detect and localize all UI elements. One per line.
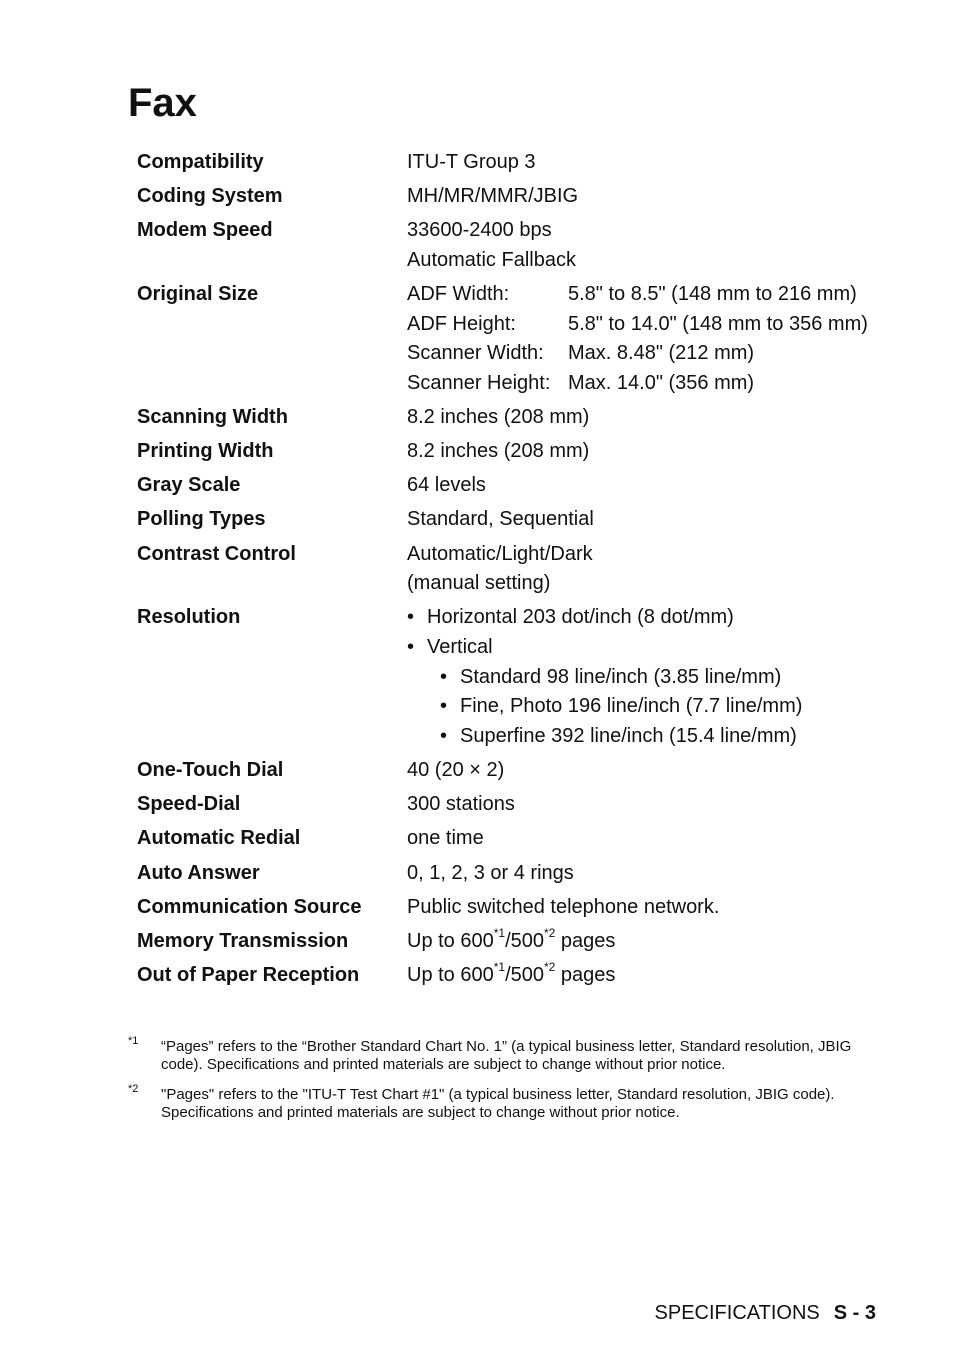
spec-value-line: 33600-2400 bps <box>407 219 552 242</box>
spec-row <box>137 148 897 178</box>
spec-label: Coding System <box>137 185 283 208</box>
spec-row <box>137 824 897 854</box>
spec-value-line: 300 stations <box>407 793 515 816</box>
spec-pair-key: Scanner Height: <box>407 372 551 395</box>
spec-row <box>137 961 897 991</box>
spec-value-line: 8.2 inches (208 mm) <box>407 440 590 463</box>
bullet-item <box>407 692 897 722</box>
spec-value-line: 8.2 inches (208 mm) <box>407 406 590 429</box>
footnote-ref: *2 <box>544 960 556 975</box>
spec-value <box>407 927 897 957</box>
spec-value-text: /500 <box>505 963 545 986</box>
bullet-text: Horizontal 203 dot/inch (8 dot/mm) <box>427 606 734 629</box>
spec-value <box>407 893 897 923</box>
spec-label: Resolution <box>137 606 241 629</box>
spec-label: Memory Transmission <box>137 929 349 952</box>
spec-value <box>407 505 897 535</box>
spec-value <box>407 824 897 854</box>
spec-row <box>137 216 897 275</box>
bullet-item <box>407 633 897 663</box>
footnote-text: “Pages” refers to the “Brother Standard Chart No. 1” (a typical business letter, Standard resolution, JBIG code). Specifications and printed materials are subject to change without prior notice. <box>161 1038 852 1073</box>
spec-pair <box>407 339 897 369</box>
spec-pair-key: ADF Width: <box>407 282 510 305</box>
spec-label: Communication Source <box>137 895 362 918</box>
spec-value-line: MH/MR/MMR/JBIG <box>407 185 579 208</box>
page-footer <box>655 1300 876 1326</box>
spec-label: Contrast Control <box>137 542 296 565</box>
spec-value <box>407 961 897 991</box>
spec-row <box>137 859 897 889</box>
bullet-text: Standard 98 line/inch (3.85 line/mm) <box>460 665 782 688</box>
spec-label: Printing Width <box>137 440 274 463</box>
spec-value-text: pages <box>555 929 616 952</box>
spec-row <box>137 756 897 786</box>
spec-row <box>137 403 897 433</box>
spec-value <box>407 182 897 212</box>
spec-row <box>137 182 897 212</box>
spec-value <box>407 540 897 599</box>
spec-pair <box>407 310 897 340</box>
spec-row <box>137 505 897 535</box>
spec-value-text: pages <box>555 963 616 986</box>
footnote-mark: *2 <box>128 1083 139 1095</box>
spec-value-line: Automatic Fallback <box>407 248 576 271</box>
bullet-dot-icon: • <box>440 665 448 688</box>
bullet-item <box>407 722 897 752</box>
spec-value <box>407 756 897 786</box>
spec-table <box>137 148 897 995</box>
spec-row <box>137 540 897 599</box>
spec-pair-value: 5.8" to 8.5" (148 mm to 216 mm) <box>568 282 857 305</box>
spec-label: Out of Paper Reception <box>137 963 360 986</box>
spec-value-line: 64 levels <box>407 474 486 497</box>
spec-value-line: Public switched telephone network. <box>407 895 720 918</box>
spec-value-line: Automatic/Light/Dark <box>407 542 593 565</box>
spec-value <box>407 790 897 820</box>
spec-value-text: Up to 600 <box>407 963 494 986</box>
spec-value <box>407 148 897 178</box>
footnote-text: "Pages" refers to the "ITU-T Test Chart #1" (a typical business letter, Standard resolution, JBIG code). Specifications and printed materials are subject to change without prior notice. <box>161 1086 835 1121</box>
bullet-dot-icon: • <box>440 725 448 748</box>
spec-label: Compatibility <box>137 151 264 173</box>
bullet-dot-icon: • <box>407 606 415 629</box>
footnote-ref: *2 <box>544 926 556 941</box>
spec-label: Speed-Dial <box>137 793 241 816</box>
spec-value-line: one time <box>407 827 484 850</box>
spec-value <box>407 403 897 433</box>
footnote-mark: *1 <box>128 1035 139 1047</box>
spec-row <box>137 790 897 820</box>
spec-label: One-Touch Dial <box>137 759 284 782</box>
bullet-text: Vertical <box>427 636 493 659</box>
spec-row <box>137 893 897 923</box>
footer-section: SPECIFICATIONS <box>654 1302 820 1324</box>
spec-label: Automatic Redial <box>137 827 301 850</box>
footnotes <box>128 1035 888 1134</box>
spec-value-text: /500 <box>505 929 545 952</box>
bullet-text: Fine, Photo 196 line/inch (7.7 line/mm) <box>460 695 803 718</box>
spec-label: Scanning Width <box>137 406 288 429</box>
bullet-item <box>407 663 897 693</box>
spec-value <box>407 437 897 467</box>
spec-pair <box>407 280 897 310</box>
footnote <box>128 1035 888 1074</box>
spec-row <box>137 603 897 752</box>
bullet-dot-icon: • <box>407 636 415 659</box>
footnote-ref: *1 <box>493 926 506 941</box>
footnote-ref: *1 <box>493 960 506 975</box>
bullet-text: Superfine 392 line/inch (15.4 line/mm) <box>460 725 797 748</box>
bullet-dot-icon: • <box>440 695 448 718</box>
spec-value-line <box>407 961 897 991</box>
spec-value-text: Up to 600 <box>407 929 494 952</box>
bullet-item <box>407 603 897 633</box>
spec-label: Gray Scale <box>137 474 241 497</box>
footnote <box>128 1083 888 1122</box>
spec-pair-key: Scanner Width: <box>407 342 544 365</box>
spec-row <box>137 437 897 467</box>
spec-pair <box>407 369 897 399</box>
spec-value-line: 40 (20 × 2) <box>407 759 505 782</box>
spec-row <box>137 280 897 399</box>
spec-value-line <box>407 927 897 957</box>
spec-row <box>137 927 897 957</box>
spec-value-line: (manual setting) <box>407 572 551 595</box>
spec-row <box>137 471 897 501</box>
spec-value <box>407 280 897 399</box>
spec-value-line: ITU-T Group 3 <box>407 151 536 173</box>
spec-label: Auto Answer <box>137 861 260 884</box>
spec-value-line: 0, 1, 2, 3 or 4 rings <box>407 861 574 884</box>
page-number: S - 3 <box>833 1302 876 1324</box>
page-title: Fax <box>128 81 197 125</box>
spec-pair-key: ADF Height: <box>407 312 516 335</box>
spec-value-line: Standard, Sequential <box>407 508 594 531</box>
spec-value <box>407 216 897 275</box>
spec-label: Modem Speed <box>137 219 273 242</box>
spec-value <box>407 603 897 752</box>
spec-pair-value: Max. 8.48" (212 mm) <box>568 342 755 365</box>
spec-label: Original Size <box>137 282 259 305</box>
spec-value <box>407 859 897 889</box>
spec-pair-value: 5.8" to 14.0" (148 mm to 356 mm) <box>568 312 868 335</box>
spec-label: Polling Types <box>137 508 266 531</box>
spec-pair-value: Max. 14.0" (356 mm) <box>568 372 755 395</box>
spec-value <box>407 471 897 501</box>
